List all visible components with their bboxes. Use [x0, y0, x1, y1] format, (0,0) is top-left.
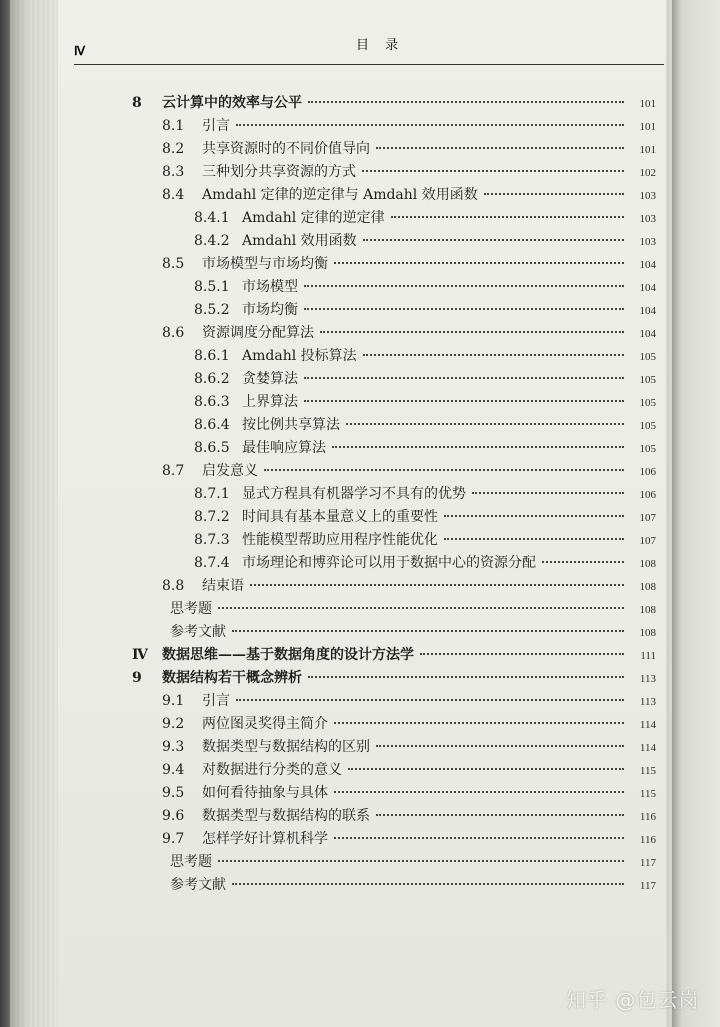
toc-entry-number: 8.6.5 — [194, 440, 230, 456]
dot-leader — [444, 538, 624, 540]
toc-entry-number: 9.2 — [162, 716, 185, 732]
toc-entry-page: 101 — [639, 121, 656, 133]
header-rule — [74, 64, 664, 65]
header-page-number: Ⅳ — [74, 44, 86, 58]
toc-entry-number: 8.7.1 — [194, 486, 230, 502]
dot-leader — [363, 239, 624, 241]
dot-leader — [376, 814, 624, 816]
dot-leader — [362, 170, 624, 172]
toc-entry-title: 对数据进行分类的意义 — [202, 762, 342, 778]
toc-entry — [194, 437, 656, 459]
toc-entry-title: 三种划分共享资源的方式 — [202, 164, 356, 180]
dot-leader — [334, 791, 624, 793]
toc-entry — [194, 230, 656, 252]
running-head: 目 录 — [356, 38, 405, 53]
dot-leader — [420, 653, 624, 655]
toc-entry-title: 贪婪算法 — [242, 371, 298, 387]
toc-entry-number: 8.4 — [162, 187, 185, 203]
toc-entry-page: 105 — [639, 351, 656, 363]
toc-entry-page: 105 — [639, 420, 656, 432]
toc-entry — [170, 621, 656, 643]
toc-entry — [194, 391, 656, 413]
toc-entry — [194, 207, 656, 229]
toc-entry-page: 115 — [639, 788, 656, 800]
toc-entry-title: 最佳响应算法 — [242, 440, 326, 456]
toc-entry — [162, 828, 656, 850]
toc-entry-page: 107 — [639, 512, 656, 524]
toc-entry-number: 8.6.1 — [194, 348, 230, 364]
toc-entry-title: 如何看待抽象与具体 — [202, 785, 328, 801]
toc-entry-number: 8.7.4 — [194, 555, 230, 571]
toc-entry-title: 参考文献 — [170, 877, 226, 893]
toc-entry-title: Amdahl 投标算法 — [242, 348, 357, 364]
toc-entry-number: 9.5 — [162, 785, 185, 801]
dot-leader — [346, 423, 624, 425]
toc-entry-title: 时间具有基本量意义上的重要性 — [242, 509, 438, 525]
toc-entry — [162, 138, 656, 160]
toc-entry-number: 9.7 — [162, 831, 185, 847]
toc-entry-number: 8.6.3 — [194, 394, 230, 410]
toc-entry-title: Amdahl 效用函数 — [242, 233, 357, 249]
toc-entry-page: 106 — [639, 466, 656, 478]
toc-entry — [194, 483, 656, 505]
toc-entry-page: 105 — [639, 443, 656, 455]
dot-leader — [320, 331, 624, 333]
toc-entry-number: 8.4.2 — [194, 233, 230, 249]
toc-entry-title: 引言 — [202, 118, 230, 134]
toc-entry-title: 数据思维——基于数据角度的设计方法学 — [162, 647, 414, 663]
toc-entry — [162, 713, 656, 735]
toc-entry-title: 参考文献 — [170, 624, 226, 640]
toc-entry — [162, 736, 656, 758]
toc-entry — [162, 161, 656, 183]
toc-entry — [194, 368, 656, 390]
toc-entry — [162, 460, 656, 482]
toc-entry — [194, 345, 656, 367]
toc-entry — [162, 115, 656, 137]
toc-entry-page: 101 — [639, 98, 656, 110]
toc-entry-number: 8.6.2 — [194, 371, 230, 387]
toc-entry-page: 108 — [639, 558, 656, 570]
dot-leader — [250, 584, 624, 586]
toc-entry-number: 8.6 — [162, 325, 185, 341]
toc-entry-page: 117 — [639, 880, 656, 892]
toc-entry-page: 106 — [639, 489, 656, 501]
toc-entry-number: 8 — [132, 95, 142, 111]
toc-entry-title: 思考题 — [170, 854, 212, 870]
toc-entry-title: 两位图灵奖得主简介 — [202, 716, 328, 732]
toc-entry — [162, 575, 656, 597]
toc-entry-title: 上界算法 — [242, 394, 298, 410]
toc-entry-page: 115 — [639, 765, 656, 777]
toc-entry-page: 103 — [639, 236, 656, 248]
toc-entry-page: 116 — [639, 811, 656, 823]
dot-leader — [304, 285, 624, 287]
toc-entry-page: 108 — [639, 604, 656, 616]
toc-entry-number: Ⅳ — [132, 647, 148, 663]
toc-entry-title: 市场模型 — [242, 279, 298, 295]
toc-entry — [162, 690, 656, 712]
toc-entry-title: 按比例共享算法 — [242, 417, 340, 433]
dot-leader — [542, 561, 624, 563]
toc-entry-page: 105 — [639, 397, 656, 409]
toc-entry-number: 8.1 — [162, 118, 185, 134]
dot-leader — [236, 699, 624, 701]
toc-entry-title: 数据结构若干概念辨析 — [162, 670, 302, 686]
toc-entry-title: 云计算中的效率与公平 — [162, 95, 302, 111]
dot-leader — [304, 308, 624, 310]
toc-entry-page: 108 — [639, 627, 656, 639]
facing-page-edge — [672, 0, 720, 1027]
toc-entry-number: 8.7.3 — [194, 532, 230, 548]
toc-entry-title: Amdahl 定律的逆定律与 Amdahl 效用函数 — [202, 187, 478, 203]
toc-entry-title: 市场均衡 — [242, 302, 298, 318]
dot-leader — [484, 193, 624, 195]
dot-leader — [232, 883, 624, 885]
toc-entry-page: 104 — [639, 305, 656, 317]
toc-entry-number: 9 — [132, 670, 142, 686]
toc-entry — [194, 299, 656, 321]
toc-entry-number: 8.7 — [162, 463, 185, 479]
toc-entry-page: 113 — [639, 696, 656, 708]
toc-entry-title: 市场理论和博弈论可以用于数据中心的资源分配 — [242, 555, 536, 571]
toc-entry-number: 9.4 — [162, 762, 185, 778]
toc-entry-number: 8.8 — [162, 578, 185, 594]
toc-entry-title: 结束语 — [202, 578, 244, 594]
toc-entry-page: 116 — [639, 834, 656, 846]
toc-entry-number: 8.5.1 — [194, 279, 230, 295]
toc-entry — [170, 851, 656, 873]
toc-entry — [132, 667, 656, 689]
dot-leader — [218, 607, 624, 609]
toc-entry-number: 8.3 — [162, 164, 185, 180]
toc-entry-number: 9.1 — [162, 693, 185, 709]
toc-entry-number: 9.3 — [162, 739, 185, 755]
toc-entry-page: 104 — [639, 259, 656, 271]
toc-entry-page: 105 — [639, 374, 656, 386]
toc-entry-number: 8.7.2 — [194, 509, 230, 525]
toc-entry — [132, 92, 656, 114]
toc-entry-number: 8.4.1 — [194, 210, 230, 226]
dot-leader — [391, 216, 624, 218]
toc-entry-title: 引言 — [202, 693, 230, 709]
dot-leader — [232, 630, 624, 632]
dot-leader — [308, 101, 624, 103]
dot-leader — [332, 446, 624, 448]
toc-entry-page: 102 — [639, 167, 656, 179]
toc-entry-title: 思考题 — [170, 601, 212, 617]
dot-leader — [334, 837, 624, 839]
toc-entry-title: 数据类型与数据结构的区别 — [202, 739, 370, 755]
toc-entry — [194, 529, 656, 551]
toc-entry — [170, 874, 656, 896]
dot-leader — [376, 745, 624, 747]
toc-entry — [194, 276, 656, 298]
dot-leader — [308, 676, 624, 678]
toc-entry-title: 数据类型与数据结构的联系 — [202, 808, 370, 824]
toc-entry-number: 8.5 — [162, 256, 185, 272]
toc-entry-number: 8.2 — [162, 141, 185, 157]
toc-entry-page: 114 — [639, 742, 656, 754]
toc-entry — [162, 805, 656, 827]
toc-entry-title: 显式方程具有机器学习不具有的优势 — [242, 486, 466, 502]
dot-leader — [363, 354, 624, 356]
toc-entry — [194, 414, 656, 436]
toc-entry-title: 共享资源时的不同价值导向 — [202, 141, 370, 157]
dot-leader — [334, 722, 624, 724]
toc-entry — [162, 322, 656, 344]
dot-leader — [334, 262, 624, 264]
toc-entry — [162, 253, 656, 275]
toc-entry-page: 117 — [639, 857, 656, 869]
toc-entry-title: 市场模型与市场均衡 — [202, 256, 328, 272]
toc-entry-number: 8.5.2 — [194, 302, 230, 318]
dot-leader — [444, 515, 624, 517]
toc-entry-page: 108 — [639, 581, 656, 593]
toc-entry-title: 资源调度分配算法 — [202, 325, 314, 341]
toc-entry — [194, 552, 656, 574]
toc-entry — [162, 184, 656, 206]
dot-leader — [304, 377, 624, 379]
toc-entry — [162, 782, 656, 804]
toc-entry — [194, 506, 656, 528]
dot-leader — [304, 400, 624, 402]
dot-leader — [236, 124, 624, 126]
toc-entry-page: 104 — [639, 282, 656, 294]
toc-entry-page: 113 — [639, 673, 656, 685]
dot-leader — [472, 492, 624, 494]
toc-entry-page: 114 — [639, 719, 656, 731]
dot-leader — [218, 860, 624, 862]
toc-entry-page: 107 — [639, 535, 656, 547]
toc-entry-page: 101 — [639, 144, 656, 156]
toc-entry-page: 104 — [639, 328, 656, 340]
toc-entry-title: 性能模型帮助应用程序性能优化 — [242, 532, 438, 548]
toc-entry-page: 111 — [640, 650, 656, 662]
toc-entry — [170, 598, 656, 620]
toc-entry-number: 8.6.4 — [194, 417, 230, 433]
dot-leader — [264, 469, 624, 471]
watermark: 知乎 @包云岗 — [566, 988, 700, 1012]
toc-entry-title: Amdahl 定律的逆定律 — [242, 210, 385, 226]
toc-entry-page: 103 — [639, 213, 656, 225]
toc-entry-title: 启发意义 — [202, 463, 258, 479]
toc-entry — [162, 759, 656, 781]
toc-entry-page: 103 — [639, 190, 656, 202]
toc-entry — [132, 644, 656, 666]
toc-entry-number: 9.6 — [162, 808, 185, 824]
dot-leader — [376, 147, 624, 149]
dot-leader — [348, 768, 624, 770]
toc-entry-title: 怎样学好计算机科学 — [202, 831, 328, 847]
